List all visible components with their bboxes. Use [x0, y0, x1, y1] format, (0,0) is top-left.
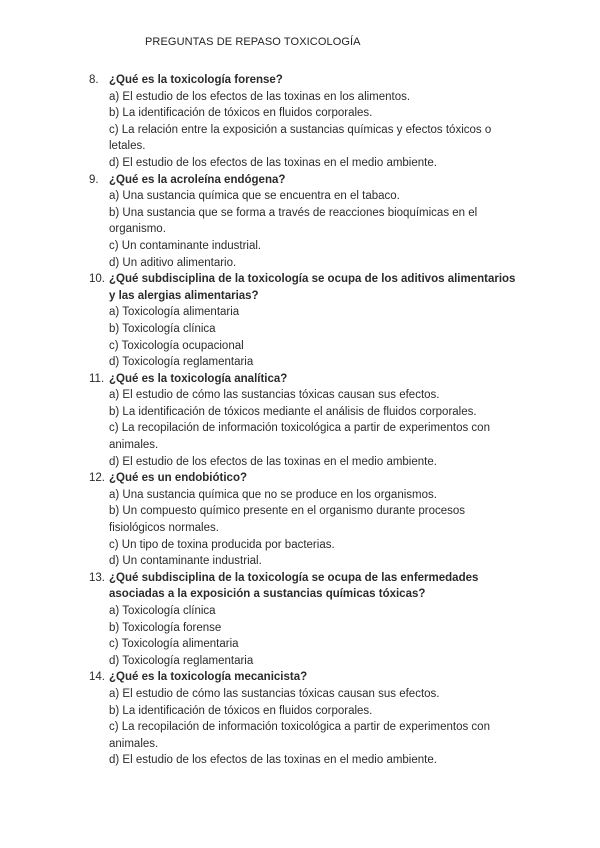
question-number: 13.	[89, 571, 105, 584]
question-text: ¿Qué es la toxicología mecanicista?	[109, 671, 308, 684]
question-13	[89, 570, 519, 670]
option-list	[109, 304, 519, 370]
option-list	[109, 686, 519, 769]
option-c: c) Un contaminante industrial.	[109, 239, 262, 252]
option-b: b) La identificación de tóxicos en fluidos corporales.	[109, 704, 373, 717]
option-b: b) La identificación de tóxicos en fluidos corporales.	[109, 107, 373, 120]
question-number: 8.	[89, 74, 99, 86]
question-number: 12.	[89, 472, 105, 485]
page-title: PREGUNTAS DE REPASO TOXICOLOGÍA	[145, 36, 361, 48]
question-8	[89, 72, 519, 172]
option-a: a) El estudio de cómo las sustancias tóxicas causan sus efectos.	[109, 687, 440, 700]
option-b: b) Un compuesto químico presente en el organismo durante procesos fisiológicos normales.	[109, 505, 466, 535]
question-number: 10.	[89, 273, 105, 286]
option-d: d) Toxicología reglamentaria	[109, 356, 254, 369]
option-d: d) Un contaminante industrial.	[109, 555, 262, 568]
option-b: b) Toxicología forense	[109, 621, 222, 634]
option-c: c) La relación entre la exposición a sustancias químicas y efectos tóxicos o letales.	[109, 123, 492, 153]
option-a: a) Toxicología clínica	[109, 605, 216, 617]
question-text: ¿Qué subdisciplina de la toxicología se ocupa de los aditivos alimentarios y las alergias alimentarias?	[109, 273, 516, 302]
question-text: ¿Qué subdisciplina de la toxicología se ocupa de las enfermedades asociadas a la exposición a sustancias químicas tóxicas?	[109, 571, 479, 601]
option-d: d) El estudio de los efectos de las toxinas en el medio ambiente.	[109, 455, 437, 468]
option-a: a) Una sustancia química que se encuentra en el tabaco.	[109, 190, 400, 203]
question-number: 11.	[89, 372, 105, 385]
question-11	[89, 371, 519, 471]
question-number: 9.	[89, 173, 99, 186]
question-10	[89, 271, 519, 371]
question-text: ¿Qué es un endobiótico?	[109, 472, 247, 485]
option-c: c) Toxicología ocupacional	[109, 339, 244, 352]
question-number: 14.	[89, 671, 105, 684]
option-c: c) Toxicología alimentaria	[109, 638, 239, 651]
question-text: ¿Qué es la toxicología forense?	[109, 74, 283, 86]
option-d: d) El estudio de los efectos de las toxinas en el medio ambiente.	[109, 754, 437, 767]
option-list	[109, 188, 519, 271]
option-list	[109, 603, 519, 669]
question-text: ¿Qué es la acroleína endógena?	[109, 173, 286, 186]
option-d: d) El estudio de los efectos de las toxinas en el medio ambiente.	[109, 156, 437, 169]
option-b: b) La identificación de tóxicos mediante el análisis de fluidos corporales.	[109, 405, 477, 418]
option-list	[109, 487, 519, 570]
question-text: ¿Qué es la toxicología analítica?	[109, 372, 288, 385]
option-a: a) Toxicología alimentaria	[109, 306, 240, 319]
question-9	[89, 172, 519, 272]
option-c: c) La recopilación de información toxicológica a partir de experimentos con animales.	[109, 721, 490, 750]
option-list	[109, 387, 519, 470]
option-a: a) El estudio de cómo las sustancias tóxicas causan sus efectos.	[109, 389, 440, 402]
question-list	[89, 72, 519, 769]
option-c: c) La recopilación de información toxicológica a partir de experimentos con animales.	[109, 422, 490, 452]
option-c: c) Un tipo de toxina producida por bacterias.	[109, 538, 335, 551]
option-a: a) El estudio de los efectos de las toxinas en los alimentos.	[109, 90, 411, 103]
option-d: d) Un aditivo alimentario.	[109, 256, 237, 269]
question-12	[89, 470, 519, 570]
option-a: a) Una sustancia química que no se produce en los organismos.	[109, 488, 437, 501]
option-d: d) Toxicología reglamentaria	[109, 654, 254, 667]
question-14	[89, 669, 519, 769]
option-b: b) Una sustancia que se forma a través de reacciones bioquímicas en el organismo.	[109, 206, 478, 236]
option-list	[109, 89, 519, 172]
option-b: b) Toxicología clínica	[109, 322, 216, 335]
